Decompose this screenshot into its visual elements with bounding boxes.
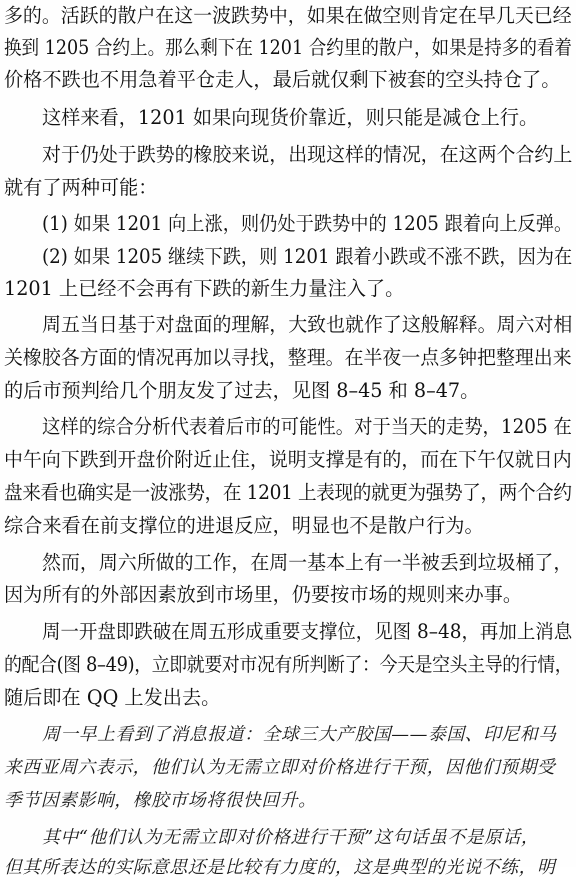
text-line: 其中“他们认为无需立即对价格进行干预”这句话虽不是原话，	[42, 827, 540, 848]
text-line: 然而，周六所做的工作，在周一基本上有一半被丢到垃圾桶了，	[42, 551, 573, 574]
text-line: 季节因素影响，橡胶市场将很快回升。	[4, 790, 317, 811]
text-line: 换到 1205 合约上。那么剩下在 1201 合约里的散户，如果是持多的看着	[4, 36, 572, 59]
text-line: 价格不跌也不用急着平仓走人，最后就仅剩下被套的空头持仓了。	[4, 68, 561, 91]
text-line: 中午向下跌到开盘价附近止住，说明支撑是有的，而在下午仅就日内	[4, 448, 572, 471]
text-line: 周一早上看到了消息报道：全球三大产胶国——泰国、印尼和马	[42, 724, 557, 745]
text-line: 就有了两种可能：	[4, 176, 158, 199]
text-line: 关橡胶各方面的情况再加以寻找，整理。在半夜一点多钟把整理出来	[4, 346, 572, 369]
text-line: 但其所表达的实际意思还是比较有力度的，这是典型的光说不练，明	[4, 857, 556, 878]
text-line: (2) 如果 1205 继续下跌，则 1201 跟着小跌或不涨不跌，因为在	[42, 245, 573, 268]
text-line: 1201 上已经不会再有下跌的新生力量注入了。	[4, 277, 405, 300]
text-line: 周五当日基于对盘面的理解，大致也就作了这般解释。周六对相	[42, 313, 573, 336]
text-line: 的配合(图 8–49)，立即就要对市况有所判断了：今天是空头主导的行情，	[4, 653, 573, 676]
text-line: 因为所有的外部因素放到市场里，仍要按市场的规则来办事。	[4, 583, 523, 606]
text-line: 随后即在 QQ 上发出去。	[4, 686, 221, 709]
text-line: 的后市预判给几个朋友发了过去，见图 8–45 和 8–47。	[4, 379, 480, 402]
text-line: (1) 如果 1201 向上涨，则仍处于跌势中的 1205 跟着向上反弹。	[42, 212, 573, 235]
text-line: 对于仍处于跌势的橡胶来说，出现这样的情况，在这两个合约上	[42, 143, 573, 166]
text-line: 这样的综合分析代表着后市的可能性。对于当天的走势，1205 在	[42, 415, 572, 438]
text-line: 多的。活跃的散户在这一波跌势中，如果在做空则肯定在早几天已经	[4, 4, 572, 27]
text-line: 这样来看，1201 如果向现货价靠近，则只能是减仓上行。	[42, 106, 539, 129]
text-line: 盘来看也确实是一波涨势，在 1201 上表现的就更为强势了，两个合约	[4, 481, 572, 504]
text-line: 综合来看在前支撑位的进退反应，明显也不是散户行为。	[4, 514, 484, 537]
text-line: 来西亚周六表示，他们认为无需立即对价格进行干预，因他们预期受	[4, 757, 556, 778]
text-line: 周一开盘即跌破在周五形成重要支撑位，见图 8–48，再加上消息	[42, 620, 573, 643]
